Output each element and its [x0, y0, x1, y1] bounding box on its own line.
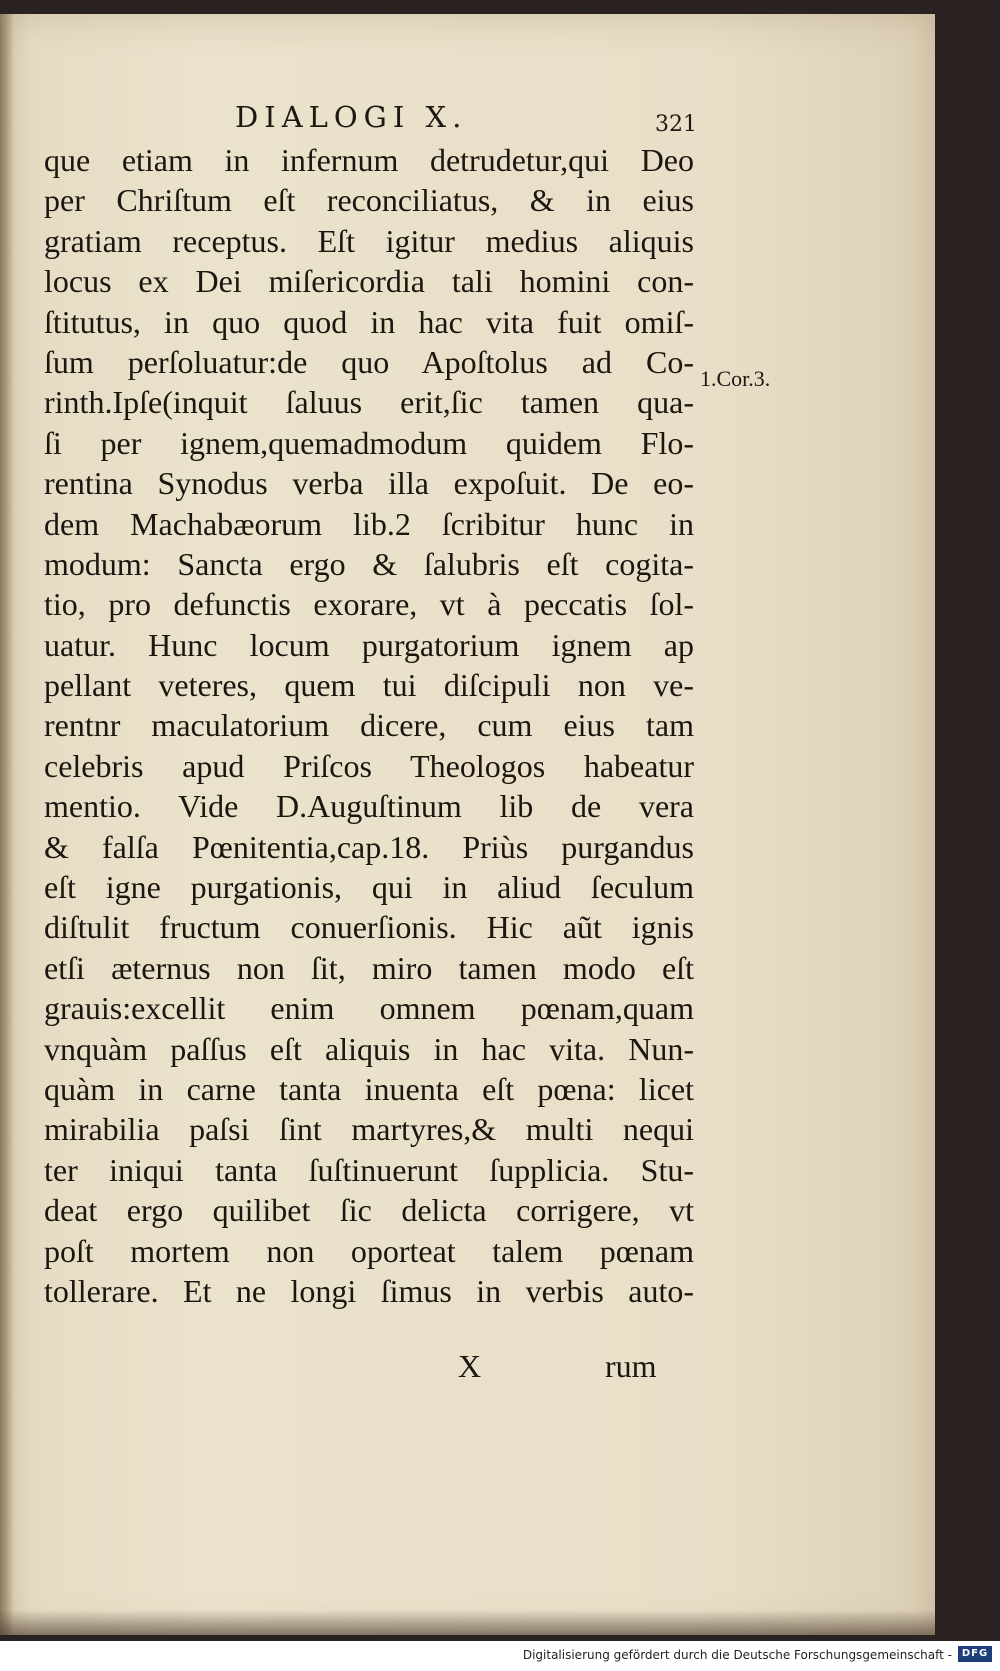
- text-line: mentio. Vide D.Auguſtinum lib de vera: [44, 788, 694, 825]
- body-text: [44, 140, 694, 1311]
- text-line: eſt igne purgationis, qui in aliud ſeculum: [44, 869, 694, 906]
- text-line: quàm in carne tanta inuenta eſt pœna: licet: [44, 1070, 694, 1107]
- text-line: tio, pro defunctis exorare, vt à peccatis ſol-: [44, 586, 694, 623]
- catchword: rum: [605, 1348, 657, 1384]
- text-line: per Chriſtum eſt reconciliatus, & in eius: [44, 182, 694, 219]
- text-line: pellant veteres, quem tui diſcipuli non ve-: [44, 667, 694, 704]
- text-line: celebris apud Priſcos Theologos habeatur: [44, 747, 694, 784]
- margin-reference: 1.Cor.3.: [700, 366, 771, 391]
- text-line: ſum perſoluatur:de quo Apoſtolus ad Co-: [44, 343, 694, 380]
- text-line: vnquàm paſſus eſt aliquis in hac vita. Nun-: [44, 1030, 694, 1067]
- text-line: mirabilia paſsi ſint martyres,& multi nequi: [44, 1111, 694, 1148]
- text-line: dem Machabæorum lib.2 ſcribitur hunc in: [44, 505, 694, 542]
- text-line: rentnr maculatorium dicere, cum eius tam: [44, 707, 694, 744]
- dfg-logo-icon: DFG: [958, 1646, 992, 1662]
- text-line: tollerare. Et ne longi ſimus in verbis auto-: [44, 1272, 694, 1309]
- text-line: uatur. Hunc locum purgatorium ignem ap: [44, 626, 694, 663]
- text-line: etſi æternus non ſit, miro tamen modo eſt: [44, 949, 694, 986]
- text-line: ſtitutus, in quo quod in hac vita fuit omiſ-: [44, 303, 694, 340]
- text-line: gratiam receptus. Eſt igitur medius aliquis: [44, 222, 694, 259]
- text-line: rinth.Ipſe(inquit ſaluus erit,ſic tamen qua-: [44, 384, 694, 421]
- page-gutter-shadow: [0, 14, 14, 1635]
- text-line: deat ergo quilibet ſic delicta corrigere, vt: [44, 1192, 694, 1229]
- text-line: modum: Sancta ergo & ſalubris eſt cogita-: [44, 545, 694, 582]
- footer-credit: Digitalisierung gefördert durch die Deutsche Forschungsgemeinschaft -: [522, 1648, 952, 1662]
- signature-mark: X: [458, 1348, 482, 1384]
- text-line: que etiam in infernum detrudetur,qui Deo: [44, 142, 694, 178]
- text-line: ſi per ignem,quemadmodum quidem Flo-: [44, 424, 694, 461]
- text-line: & falſa Pœnitentia,cap.18. Priùs purgandus: [44, 828, 694, 865]
- running-header: DIALOGI X.: [235, 100, 468, 134]
- text-line: poſt mortem non oporteat talem pœnam: [44, 1232, 694, 1269]
- text-line: diſtulit fructum conuerſionis. Hic aũt ignis: [44, 909, 694, 946]
- text-line: rentina Synodus verba illa expoſuit. De eo-: [44, 465, 694, 502]
- page-number: 321: [655, 112, 697, 137]
- text-line: locus ex Dei miſericordia tali homini con-: [44, 263, 694, 300]
- page-bottom-edge: [0, 1610, 935, 1635]
- text-line: grauis:excellit enim omnem pœnam,quam: [44, 990, 694, 1027]
- text-line: ter iniqui tanta ſuſtinuerunt ſupplicia. Stu-: [44, 1151, 694, 1188]
